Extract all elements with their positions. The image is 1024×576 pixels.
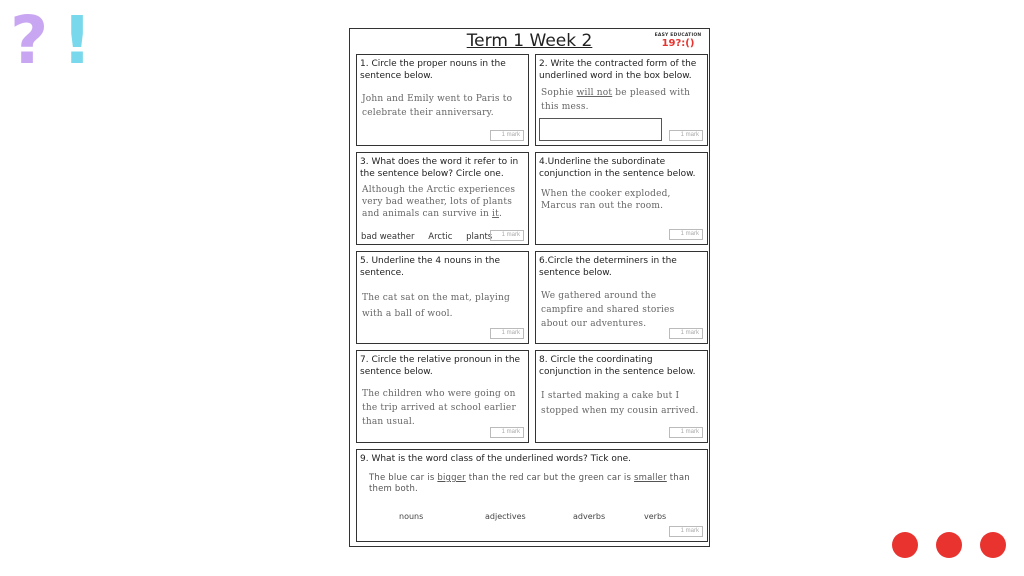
red-circle-button-1[interactable] [892,532,918,558]
question-3-prompt: 3. What does the word it refer to in the sentence below? Circle one. [360,157,519,179]
worksheet [349,28,710,547]
question-5-prompt: 5. Underline the 4 nouns in the sentence. [360,256,501,278]
question-2-box [535,54,708,146]
question-6-mark-box[interactable]: 1 mark [669,328,703,339]
question-7-mark-box[interactable]: 1 mark [490,427,524,438]
question-3-options [361,232,503,242]
logo-mark: 19?:() [661,38,695,49]
question-1-prompt: 1. Circle the proper nouns in the sentence below. [360,59,506,81]
question-6-prompt: 6.Circle the determiners in the sentence below. [539,256,677,278]
question-8-sentence: I started making a cake but I stopped when my cousin arrived. [541,391,699,416]
question-8-mark-box[interactable]: 1 mark [669,427,703,438]
question-2-mark-box[interactable]: 1 mark [669,130,703,141]
question-9-box [356,449,708,542]
question-1-mark-box[interactable]: 1 mark [490,130,524,141]
q3-part-c: . [498,209,503,219]
easy-education-logo [653,33,703,51]
question-3-box [356,152,529,245]
red-circle-button-3[interactable] [980,532,1006,558]
q3-option[interactable]: bad weather [361,232,415,242]
question-3-sentence [362,184,522,220]
question-4-sentence: When the cooker exploded, Marcus ran out the room. [541,189,671,211]
question-8-prompt: 8. Circle the coordinating conjunction in the sentence below. [539,355,696,377]
answer-box[interactable] [539,118,662,141]
question-5-sentence: The cat sat on the mat, playing with a ball of wool. [362,293,510,319]
question-7-prompt: 7. Circle the relative pronoun in the sentence below. [360,355,521,377]
question-7-sentence: The children who were going on the trip arrived at school earlier than usual. [362,389,516,427]
question-5-box [356,251,529,344]
question-9-sentence [369,473,693,495]
q9-underlined-word-1: bigger [437,473,466,483]
q3-underlined-word: it [492,209,499,219]
question-9-mark-box[interactable]: 1 mark [669,526,703,537]
question-4-mark-box[interactable]: 1 mark [669,229,703,240]
q3-part-a: Although the Arctic experiences very bad weather, lots of plants and animals can survive in [362,185,516,219]
question-6-sentence: We gathered around the campfire and shared stories about our adventures. [541,291,675,329]
question-6-box [535,251,708,344]
question-3-mark-box[interactable]: 1 mark [490,230,524,241]
q2-underlined-word: will not [576,88,613,98]
q9-option-adverbs[interactable]: adverbs [573,512,606,521]
q3-option[interactable]: Arctic [428,232,453,242]
question-4-prompt: 4.Underline the subordinate conjunction in the sentence below. [539,157,696,179]
logo-brand: EASY EDUCATION [654,33,702,38]
worksheet-title: Term 1 Week 2 [466,31,593,51]
question-8-box [535,350,708,443]
exclamation-mark-decoration: ! [62,2,93,79]
q9-option-verbs[interactable]: verbs [644,512,667,521]
q9-part-c: than the red car but the green car is [465,473,635,483]
question-9-prompt: 9. What is the word class of the underlined words? Tick one. [360,454,631,464]
question-mark-decoration: ? [10,2,49,79]
q2-part-a: Sophie [541,88,577,98]
q9-part-e: than them both. [369,473,690,494]
q9-option-adjectives[interactable]: adjectives [485,512,526,521]
q3-option[interactable]: plants [466,232,493,242]
q9-underlined-word-2: smaller [634,473,667,483]
question-1-box [356,54,529,146]
red-circle-button-2[interactable] [936,532,962,558]
q2-part-c: be pleased with this mess. [541,88,691,112]
q9-option-nouns[interactable]: nouns [399,512,424,521]
question-2-prompt: 2. Write the contracted form of the underlined word in the box below. [539,59,697,81]
question-7-box [356,350,529,443]
question-5-mark-box[interactable]: 1 mark [490,328,524,339]
question-1-sentence: John and Emily went to Paris to celebrate their anniversary. [362,94,513,118]
q9-part-a: The blue car is [369,473,438,483]
question-2-sentence [541,86,701,114]
question-4-box [535,152,708,245]
